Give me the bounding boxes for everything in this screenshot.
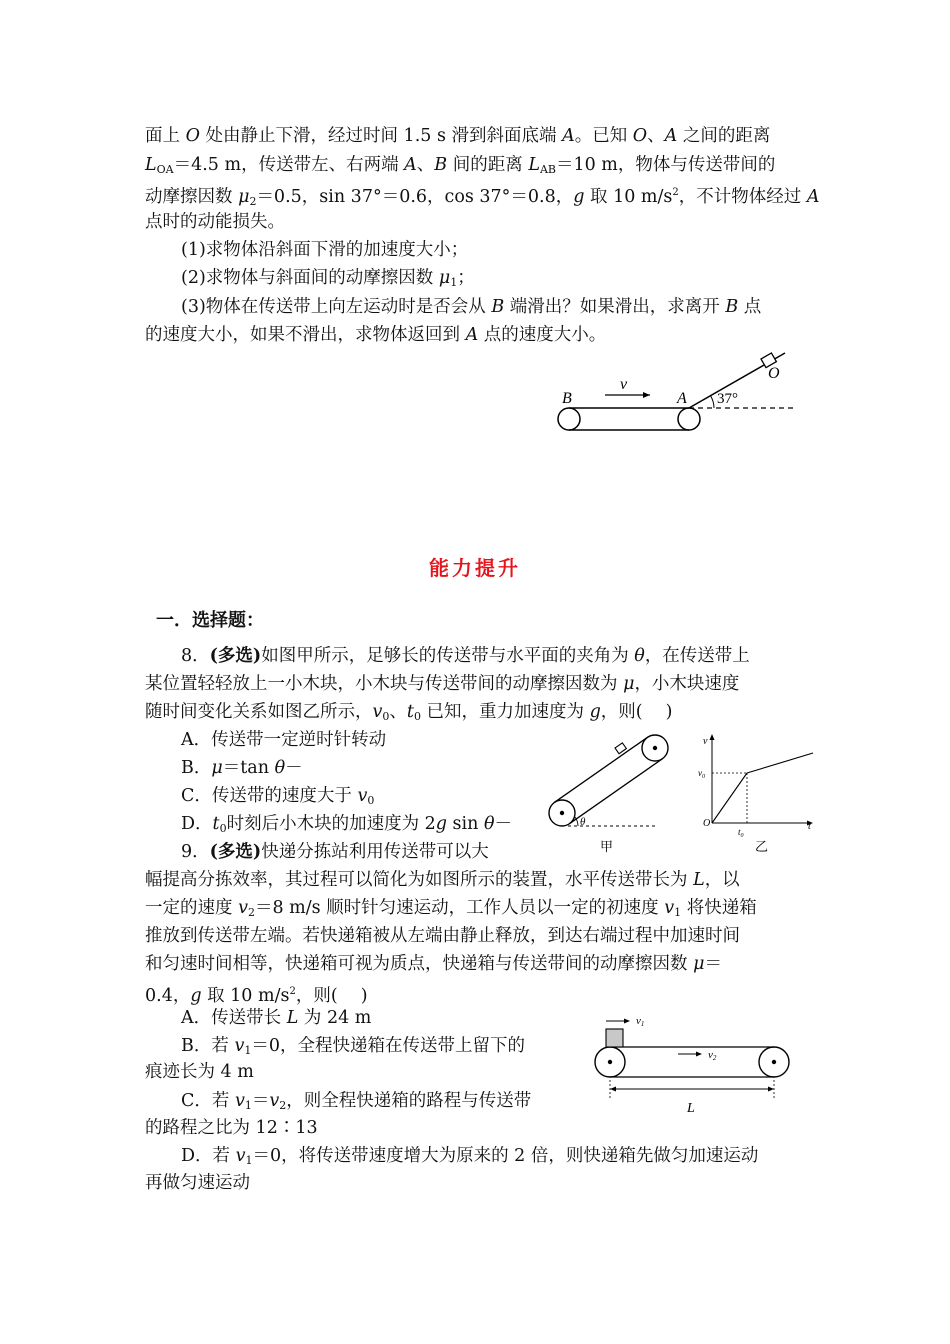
text-line: 推放到传送带左端。若快递箱被从左端由静止释放，到达右端过程中加速时间 (145, 926, 740, 946)
text-line: 幅提高分拣效率，其过程可以简化为如图所示的装置，水平传送带长为 L，以 (145, 870, 740, 890)
option-c: C．若 $v_1=v_2$，则全程快递箱的路程与传送带 (181, 1091, 532, 1112)
axis-v: v (703, 736, 708, 747)
question-2: (2)求物体与斜面间的动摩擦因数 $\mu_1$； (181, 268, 475, 289)
label-angle: 37° (717, 391, 738, 407)
option-b: B．若 $v_1=0$，全程快递箱在传送带上留下的 (181, 1036, 525, 1057)
conveyor-incline-figure (550, 345, 810, 440)
label-v: v (620, 376, 628, 393)
text-line: 和匀速时间相等，快递箱可视为质点，快递箱与传送带间的动摩擦因数 μ＝ (145, 954, 722, 974)
option-c-cont: 的路程之比为 12∶13 (145, 1118, 318, 1138)
question-1: (1)求物体沿斜面下滑的加速度大小； (181, 240, 469, 260)
vt-segment-2 (747, 753, 813, 773)
label-v2: v2 (708, 1049, 717, 1062)
figure-yi (695, 728, 820, 856)
text-line: 0.4，g 取 10 $m/s^2$，则( ) (145, 986, 368, 1006)
text-line: 8．(多选)如图甲所示，足够长的传送带与水平面的夹角为 θ，在传送带上 (181, 646, 750, 666)
label-v1: v1 (636, 1015, 645, 1028)
option-d-cont: 再做匀速运动 (145, 1173, 250, 1193)
horizontal-conveyor-figure (590, 1010, 800, 1120)
question-3: (3)物体在传送带上向左运动时是否会从 B 端滑出？如果滑出，求离开 B 点 (181, 297, 762, 317)
option-d: D．若 $v_1=0$，将传送带速度增大为原来的 2 倍，则快递箱先做匀加速运动 (181, 1146, 759, 1167)
section-title: 能力提升 (429, 556, 521, 580)
text-line: 面上 O 处由静止下滑，经过时间 1.5 s 滑到斜面底端 A。已知 O、A 之间的距离 (145, 126, 771, 146)
vt-segment-1 (712, 773, 747, 823)
label-A: A (677, 390, 687, 407)
package-box (606, 1029, 623, 1047)
text-line: 的速度大小，如果不滑出，求物体返回到 A 点的速度大小。 (145, 325, 607, 345)
option-d: D．$t_0$时刻后小木块的加速度为 2g sin θ－ (181, 814, 513, 835)
axis-t: t (808, 821, 811, 832)
caption-jia: 甲 (600, 839, 614, 854)
option-b-cont: 痕迹长为 4 m (145, 1062, 254, 1082)
text-line: 点时的动能损失。 (145, 212, 285, 232)
text-line: 随时间变化关系如图乙所示，$v_0$、$t_0$ 已知，重力加速度为 g，则( ) (145, 702, 673, 723)
label-B: B (562, 390, 572, 407)
option-a: A．传送带一定逆时针转动 (181, 730, 387, 750)
origin-O: O (703, 818, 711, 829)
figure-jia (540, 728, 670, 856)
option-a: A．传送带长 L 为 24 m (181, 1008, 372, 1028)
option-c: C．传送带的速度大于 $v_0$ (181, 786, 375, 807)
text-line: 某位置轻轻放上一小木块，小木块与传送带间的动摩擦因数为 μ，小木块速度 (145, 674, 740, 694)
option-b: B．μ＝tan θ－ (181, 758, 303, 778)
caption-yi: 乙 (755, 839, 769, 854)
tick-t0: $t_0$ (738, 827, 744, 839)
label-L: L (687, 1101, 695, 1116)
text-line: 9．(多选)快递分拣站利用传送带可以大 (181, 842, 489, 862)
label-O: O (768, 365, 780, 382)
text-line: 一定的速度 $v_2=8$ m/s 顺时针匀速运动，工作人员以一定的初速度 $v_1$ 将快递箱 (145, 898, 757, 919)
section-heading: 一．选择题： (156, 610, 264, 631)
text-line: 动摩擦因数 $\mu_2=0.5$，sin 37°＝0.6，cos 37°＝0.8，g 取 10 $m/s^2$，不计物体经过 A (145, 187, 820, 208)
text-line: $L_{OA}=4.5$ m，传送带左、右两端 A、B 间的距离 $L_{AB}=10$ m，物体与传送带间的 (145, 155, 776, 176)
label-theta: θ (580, 816, 586, 828)
tick-v0: $v_0$ (698, 768, 705, 780)
